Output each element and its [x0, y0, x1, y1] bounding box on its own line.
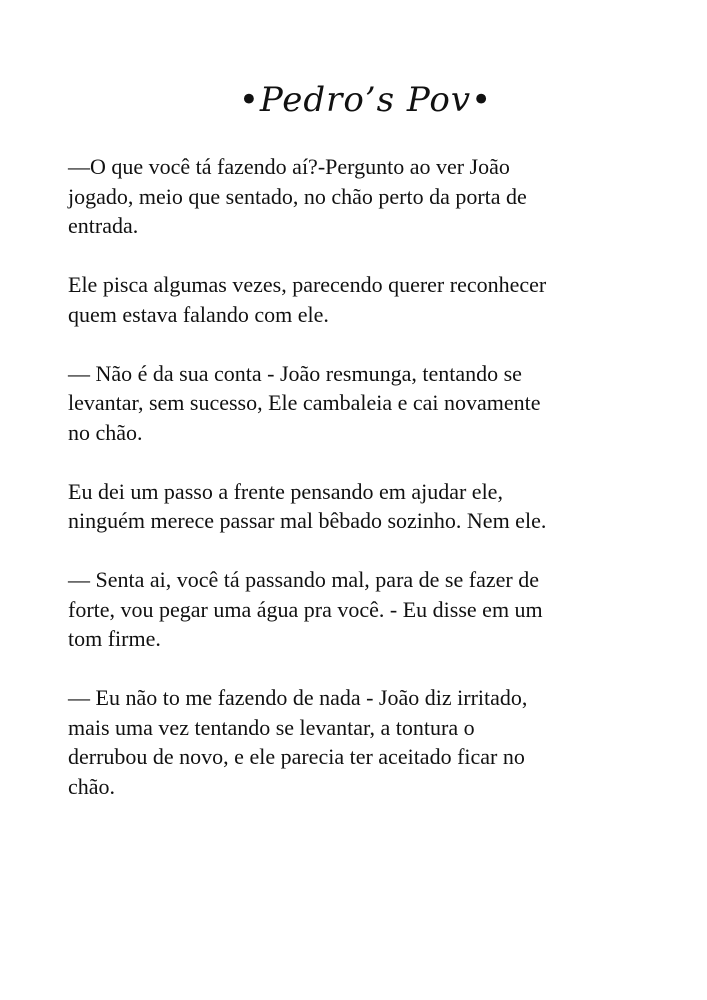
text-line: mais uma vez tentando se levantar, a tontura o [68, 714, 475, 740]
story-text [68, 152, 668, 831]
text-line: — Eu não to me fazendo de nada - João diz irritado, [68, 685, 528, 710]
text-line: quem estava falando com ele. [68, 301, 329, 327]
text-line: ninguém merece passar mal bêbado sozinho. Nem ele. [68, 508, 547, 533]
paragraph [68, 359, 668, 448]
paragraph [68, 270, 668, 329]
text-line: jogado, meio que sentado, no chão perto da porta de [68, 183, 527, 209]
text-line: —O que você tá fazendo aí?-Pergunto ao ver João [68, 154, 510, 179]
paragraph [68, 152, 668, 241]
text-line: no chão. [68, 419, 143, 445]
text-line: Ele pisca algumas vezes, parecendo querer reconhecer [68, 272, 547, 297]
paragraph [68, 683, 668, 801]
text-line: — Senta ai, você tá passando mal, para de se fazer de [68, 567, 539, 592]
text-line: levantar, sem sucesso, Ele cambaleia e cai novamente [68, 390, 541, 415]
text-line: forte, vou pegar uma água pra você. - Eu disse em um [68, 596, 543, 622]
text-line: — Não é da sua conta - João resmunga, tentando se [68, 360, 522, 386]
chapter-title: •Pedro’s Pov• [238, 80, 493, 120]
paragraph [68, 477, 668, 536]
text-line: entrada. [68, 213, 139, 238]
text-line: chão. [68, 773, 116, 799]
text-line: tom firme. [68, 626, 161, 651]
paragraph [68, 565, 668, 654]
text-line: Eu dei um passo a frente pensando em ajudar ele, [68, 478, 503, 504]
text-line: derrubou de novo, e ele parecia ter aceitado ficar no [68, 744, 525, 769]
